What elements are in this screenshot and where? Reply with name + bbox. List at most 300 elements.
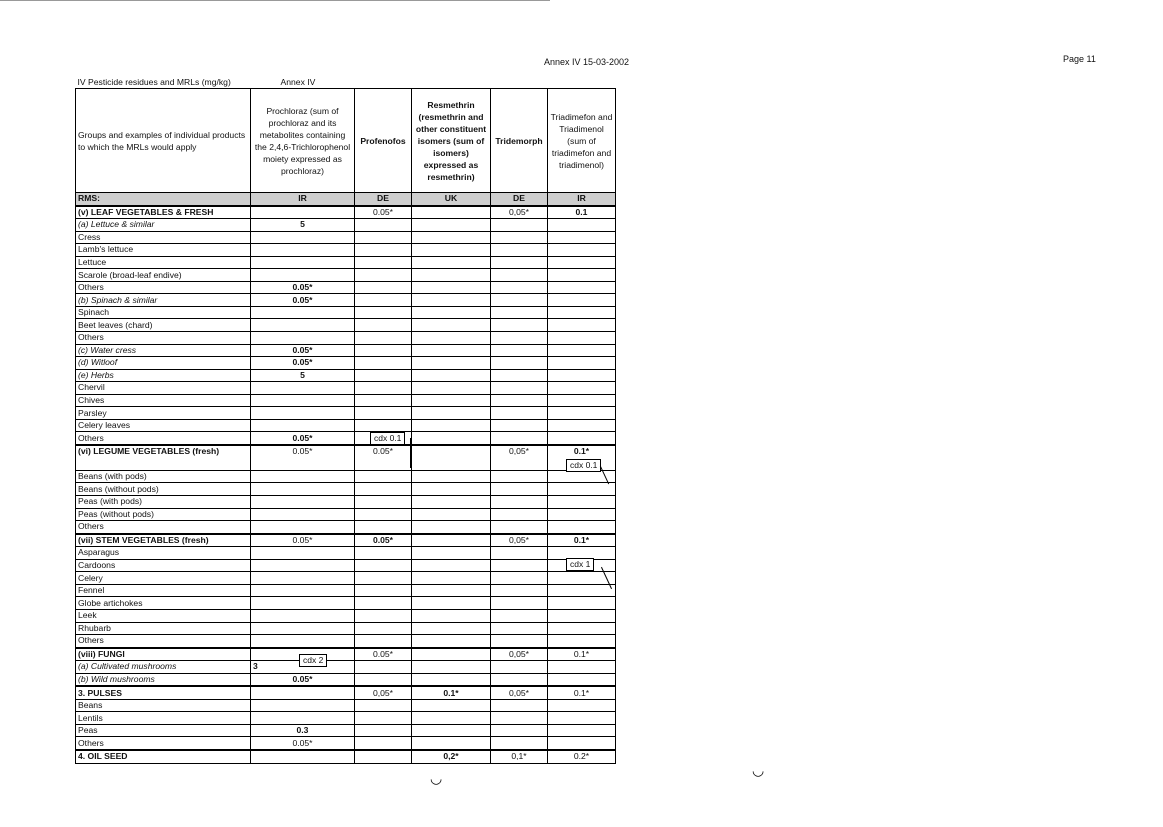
mrl-value [412, 394, 491, 407]
mrl-value: 0.05* [251, 737, 355, 750]
mrl-value [491, 407, 548, 420]
mrl-value [355, 219, 412, 232]
mrl-value [355, 559, 412, 572]
mrl-value: 0.05* [251, 445, 355, 471]
mrl-value [251, 609, 355, 622]
mrl-value: 0.05* [251, 357, 355, 370]
mrl-value [412, 673, 491, 686]
mrl-value: 0.05* [251, 534, 355, 547]
column-header-row [76, 89, 616, 193]
mrl-value [548, 281, 616, 294]
mrl-value [491, 432, 548, 445]
mrl-value [548, 357, 616, 370]
mrl-value [251, 699, 355, 712]
table-row [76, 281, 616, 294]
mrl-value: 0.05* [355, 534, 412, 547]
mrl-value [491, 281, 548, 294]
mrl-value [355, 737, 412, 750]
mrl-value: 0.1 [548, 206, 616, 219]
table-row [76, 332, 616, 345]
row-label: (c) Water cress [76, 344, 251, 357]
mrl-value [491, 470, 548, 483]
mrl-value [251, 206, 355, 219]
mrl-value [355, 496, 412, 509]
mrl-value [251, 244, 355, 257]
annotation-box: cdx 0.1 [566, 459, 601, 472]
mrl-value [548, 407, 616, 420]
mrl-value [412, 508, 491, 521]
row-label: (vi) LEGUME VEGETABLES (fresh) [76, 445, 251, 471]
mrl-value [491, 673, 548, 686]
mrl-value [548, 609, 616, 622]
mrl-value [491, 559, 548, 572]
row-label: Peas [76, 724, 251, 737]
mrl-value [412, 609, 491, 622]
mrl-value [491, 712, 548, 725]
mrl-value [548, 635, 616, 648]
mrl-value [548, 496, 616, 509]
mrl-value [491, 508, 548, 521]
table-row [76, 445, 616, 471]
annex-date-header: Annex IV 15-03-2002 [544, 57, 630, 67]
mrl-value [355, 344, 412, 357]
mrl-value [355, 673, 412, 686]
table-row [76, 699, 616, 712]
mrl-value [548, 294, 616, 307]
mrl-value [491, 219, 548, 232]
table-row [76, 737, 616, 750]
mrl-value [548, 332, 616, 345]
mrl-value: 0.1* [412, 686, 491, 699]
mrl-value [355, 332, 412, 345]
mrl-value [355, 306, 412, 319]
mrl-value [412, 269, 491, 282]
column-header-triadimefon: Triadimefon and Triadimenol (sum of triadimefon and triadimenol) [548, 89, 616, 193]
mrl-value [251, 306, 355, 319]
mrl-value [251, 231, 355, 244]
mrl-value [355, 635, 412, 648]
rms-row [76, 193, 616, 206]
mrl-value [412, 407, 491, 420]
mrl-value [412, 369, 491, 382]
mrl-value [491, 496, 548, 509]
mrl-value [251, 483, 355, 496]
mrl-value [251, 635, 355, 648]
mrl-value [251, 584, 355, 597]
table-row [76, 394, 616, 407]
table-row [76, 344, 616, 357]
mrl-value [355, 699, 412, 712]
mrl-value [251, 572, 355, 585]
table-row [76, 369, 616, 382]
table-row [76, 483, 616, 496]
table-row [76, 724, 616, 737]
table-row [76, 597, 616, 610]
mrl-value [412, 699, 491, 712]
mrl-value [251, 547, 355, 560]
mrl-value [251, 419, 355, 432]
mrl-value: 0.05* [355, 445, 412, 471]
mrl-value [355, 508, 412, 521]
row-label: Scarole (broad-leaf endive) [76, 269, 251, 282]
mrl-value [251, 332, 355, 345]
mrl-value [491, 382, 548, 395]
table-row [76, 496, 616, 509]
table-row [76, 432, 616, 445]
table-row [76, 547, 616, 560]
mrl-value [548, 419, 616, 432]
mrl-value [355, 294, 412, 307]
row-label: Peas (without pods) [76, 508, 251, 521]
mrl-value [491, 231, 548, 244]
mrl-value [355, 724, 412, 737]
mrl-value [491, 419, 548, 432]
mrl-value: 0,05* [491, 206, 548, 219]
mrl-value [251, 269, 355, 282]
row-label: (d) Witloof [76, 357, 251, 370]
mrl-value: 0.05* [251, 673, 355, 686]
mrl-value [412, 445, 491, 471]
mrl-value [355, 231, 412, 244]
mrl-value [251, 470, 355, 483]
table-row [76, 609, 616, 622]
row-label: Rhubarb [76, 622, 251, 635]
row-label: (b) Spinach & similar [76, 294, 251, 307]
mrl-value [491, 661, 548, 674]
mrl-value [412, 712, 491, 725]
mrl-value [355, 382, 412, 395]
mrl-value [412, 559, 491, 572]
page-number: Page 11 [1063, 54, 1096, 64]
mrl-value [491, 269, 548, 282]
mrl-value [548, 219, 616, 232]
rms-value: IR [251, 193, 355, 206]
mrl-value [491, 547, 548, 560]
mrl-value [412, 206, 491, 219]
row-label: (vii) STEM VEGETABLES (fresh) [76, 534, 251, 547]
mrl-value [355, 483, 412, 496]
mrl-value: 5 [251, 219, 355, 232]
mrl-value [355, 584, 412, 597]
row-label: Lamb's lettuce [76, 244, 251, 257]
mrl-value [491, 332, 548, 345]
mrl-value: 0,05* [491, 648, 548, 661]
scan-top-rule [0, 0, 550, 1]
mrl-value [548, 724, 616, 737]
mrl-value [251, 407, 355, 420]
table-title-annex: Annex IV [251, 77, 355, 89]
mrl-value [412, 332, 491, 345]
row-label: Cress [76, 231, 251, 244]
mrl-value [548, 673, 616, 686]
table-title-row [76, 77, 616, 89]
mrl-value: 5 [251, 369, 355, 382]
row-label: Spinach [76, 306, 251, 319]
table-row [76, 622, 616, 635]
row-label: 4. OIL SEED [76, 750, 251, 763]
mrl-value: 0.05* [251, 344, 355, 357]
mrl-value [548, 244, 616, 257]
mrl-value [412, 306, 491, 319]
mrl-value [491, 357, 548, 370]
mrl-value: 0,2* [412, 750, 491, 763]
group-header: Groups and examples of individual products to which the MRLs would apply [76, 89, 251, 193]
mrl-value: 0,05* [491, 686, 548, 699]
mrl-value [412, 547, 491, 560]
row-label: Leek [76, 609, 251, 622]
mrl-value [355, 609, 412, 622]
table-row [76, 712, 616, 725]
table-row [76, 635, 616, 648]
table-row [76, 508, 616, 521]
table-row [76, 648, 616, 661]
mrl-value [412, 648, 491, 661]
mrl-value [355, 407, 412, 420]
table-row [76, 572, 616, 585]
rms-label: RMS: [76, 193, 251, 206]
row-label: Peas (with pods) [76, 496, 251, 509]
mrl-value [412, 231, 491, 244]
row-label: Others [76, 281, 251, 294]
mrl-value: 0.3 [251, 724, 355, 737]
mrl-value [355, 597, 412, 610]
column-header-tridemorph: Tridemorph [491, 89, 548, 193]
mrl-value [548, 597, 616, 610]
mrl-value [548, 584, 616, 597]
mrl-value [412, 344, 491, 357]
table-row [76, 382, 616, 395]
mrl-value [491, 622, 548, 635]
row-label: Others [76, 635, 251, 648]
mrl-value [355, 357, 412, 370]
mrl-value: 0.05* [355, 648, 412, 661]
row-label: Lentils [76, 712, 251, 725]
mrl-value [412, 256, 491, 269]
mrl-value [491, 609, 548, 622]
mrl-value [355, 572, 412, 585]
row-label: Celery leaves [76, 419, 251, 432]
annotation-box: cdx 1 [566, 558, 594, 571]
mrl-value [251, 521, 355, 534]
mrl-value [251, 622, 355, 635]
row-label: (a) Cultivated mushrooms [76, 661, 251, 674]
row-label: Chervil [76, 382, 251, 395]
scan-speck-mark: ◡ [430, 770, 443, 786]
mrl-value [548, 394, 616, 407]
mrl-value [355, 661, 412, 674]
mrl-value [548, 306, 616, 319]
table-row [76, 534, 616, 547]
mrl-value [491, 369, 548, 382]
row-label: (viii) FUNGI [76, 648, 251, 661]
mrl-value: 0.05* [251, 432, 355, 445]
mrl-value [491, 256, 548, 269]
mrl-value [548, 432, 616, 445]
mrl-value: 0.05* [355, 206, 412, 219]
mrl-value [491, 244, 548, 257]
annotation-box: cdx 0.1 [370, 432, 405, 445]
mrl-value [491, 737, 548, 750]
mrl-value [412, 483, 491, 496]
table-row [76, 584, 616, 597]
mrl-value [355, 369, 412, 382]
table-title: IV Pesticide residues and MRLs (mg/kg) [76, 77, 251, 89]
table-row [76, 219, 616, 232]
mrl-value [412, 382, 491, 395]
mrl-value [491, 699, 548, 712]
mrl-value [548, 483, 616, 496]
table-row [76, 419, 616, 432]
mrl-value: 0.1* [548, 648, 616, 661]
scan-speck-mark: ◡ [752, 762, 765, 778]
row-label: Lettuce [76, 256, 251, 269]
mrl-value [491, 294, 548, 307]
mrl-value [548, 622, 616, 635]
row-label: Chives [76, 394, 251, 407]
column-header-profenofos: Profenofos [355, 89, 412, 193]
mrl-value [355, 750, 412, 763]
row-label: Beans (with pods) [76, 470, 251, 483]
mrl-value: 0.1* [548, 445, 616, 471]
mrl-value [251, 382, 355, 395]
mrl-value [548, 369, 616, 382]
table-row [76, 244, 616, 257]
mrl-value [548, 712, 616, 725]
annotation-leader [339, 660, 353, 661]
row-label: Others [76, 521, 251, 534]
mrl-value [412, 534, 491, 547]
row-label: Fennel [76, 584, 251, 597]
mrl-value: 3 [251, 661, 355, 674]
mrl-value [251, 496, 355, 509]
table-row [76, 559, 616, 572]
mrl-value [491, 394, 548, 407]
column-header-resmethrin: Resmethrin (resmethrin and other constituent isomers (sum of isomers) expressed as resmethrin) [412, 89, 491, 193]
mrl-value [412, 521, 491, 534]
mrl-value [548, 269, 616, 282]
mrl-value [412, 635, 491, 648]
mrl-value [251, 559, 355, 572]
table-row [76, 269, 616, 282]
row-label: Others [76, 332, 251, 345]
mrl-value [491, 344, 548, 357]
mrl-value [412, 419, 491, 432]
annotation-box: cdx 2 [299, 654, 327, 667]
mrl-value [412, 622, 491, 635]
column-header-prochloraz: Prochloraz (sum of prochloraz and its metabolites containing the 2,4,6-Trichlorophenol moiety expressed as prochloraz) [251, 89, 355, 193]
row-label: Globe artichokes [76, 597, 251, 610]
row-label: (e) Herbs [76, 369, 251, 382]
table-row [76, 256, 616, 269]
mrl-value [412, 572, 491, 585]
mrl-value [355, 712, 412, 725]
mrl-value: 0,05* [355, 686, 412, 699]
mrl-value [491, 724, 548, 737]
mrl-value [355, 394, 412, 407]
mrl-value [355, 269, 412, 282]
mrl-value [355, 256, 412, 269]
table-row [76, 231, 616, 244]
mrl-value [548, 344, 616, 357]
row-label: Others [76, 432, 251, 445]
mrl-value [548, 661, 616, 674]
mrl-value: 0,05* [491, 534, 548, 547]
mrl-value [548, 699, 616, 712]
mrl-value [412, 281, 491, 294]
table-row [76, 319, 616, 332]
mrl-value [355, 521, 412, 534]
mrl-value: 0.1* [548, 686, 616, 699]
mrl-value [412, 294, 491, 307]
mrl-value [355, 470, 412, 483]
table-row [76, 661, 616, 674]
row-label: Parsley [76, 407, 251, 420]
mrl-value [251, 712, 355, 725]
mrl-value [491, 306, 548, 319]
mrl-value [355, 547, 412, 560]
mrl-value [412, 432, 491, 445]
mrl-value [548, 508, 616, 521]
mrl-value: 0.2* [548, 750, 616, 763]
mrl-value: 0.05* [251, 294, 355, 307]
mrl-value [355, 244, 412, 257]
table-row [76, 306, 616, 319]
mrl-value [355, 419, 412, 432]
mrl-value [355, 281, 412, 294]
mrl-value [412, 219, 491, 232]
annotation-leader [410, 438, 411, 468]
rms-value: UK [412, 193, 491, 206]
mrl-value [491, 597, 548, 610]
mrl-value [412, 244, 491, 257]
mrl-value [412, 597, 491, 610]
rms-value: DE [355, 193, 412, 206]
table-row [76, 206, 616, 219]
mrl-value [412, 319, 491, 332]
mrl-value [548, 256, 616, 269]
mrl-value [412, 584, 491, 597]
mrl-value [251, 508, 355, 521]
mrl-value [412, 470, 491, 483]
rms-value: DE [491, 193, 548, 206]
row-label: Celery [76, 572, 251, 585]
row-label: (b) Wild mushrooms [76, 673, 251, 686]
mrl-value [251, 394, 355, 407]
row-label: Asparagus [76, 547, 251, 560]
mrl-value [412, 724, 491, 737]
mrl-value [491, 584, 548, 597]
mrl-value [412, 737, 491, 750]
mrl-value [412, 357, 491, 370]
mrl-value: 0.1* [548, 534, 616, 547]
table-row [76, 673, 616, 686]
row-label: Others [76, 737, 251, 750]
mrl-value [491, 572, 548, 585]
rms-value: IR [548, 193, 616, 206]
mrl-value [251, 256, 355, 269]
mrl-value: 0.05* [251, 281, 355, 294]
mrl-value [251, 597, 355, 610]
row-label: Cardoons [76, 559, 251, 572]
mrl-value [412, 661, 491, 674]
mrl-value [548, 382, 616, 395]
mrl-value [548, 737, 616, 750]
mrl-value [491, 483, 548, 496]
row-label: Beans (without pods) [76, 483, 251, 496]
table-row [76, 294, 616, 307]
mrl-value [548, 319, 616, 332]
mrl-value [548, 521, 616, 534]
